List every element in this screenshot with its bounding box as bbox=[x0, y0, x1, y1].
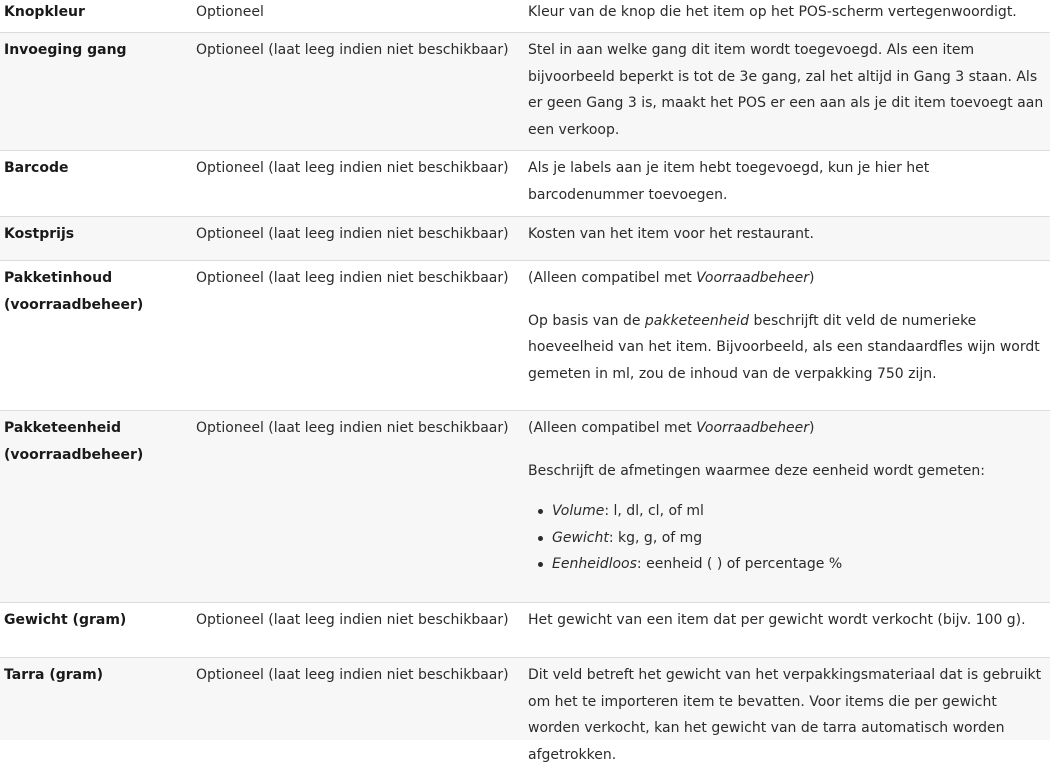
field-requirement: Optioneel (laat leeg indien niet beschikbaar) bbox=[196, 270, 509, 286]
field-name: Barcode bbox=[4, 160, 69, 176]
table-row bbox=[0, 658, 1050, 763]
field-name: Invoeging gang bbox=[4, 42, 127, 58]
table-row bbox=[0, 411, 1050, 603]
list-item: Gewicht: kg, g, of mg bbox=[552, 525, 1048, 552]
field-description: Kleur van de knop die het item op het POS-scherm vertegenwoordigt. bbox=[528, 4, 1017, 20]
description-text: Op basis van de pakketeenheid beschrijft dit veld de numerieke hoeveelheid van het item. Bijvoorbeeld, als een standaardfles wijn wordt gemeten in ml, zou de inhoud van de verpakking 750 zijn. bbox=[528, 312, 1040, 382]
field-name: Pakketeenheid (voorraadbeheer) bbox=[4, 420, 144, 463]
description-text: Beschrijft de afmetingen waarmee deze eenheid wordt gemeten: bbox=[528, 462, 985, 479]
bullet-icon bbox=[538, 509, 543, 514]
field-name: Pakketinhoud (voorraadbeheer) bbox=[4, 270, 144, 313]
unit-list bbox=[528, 498, 1048, 578]
field-description: Dit veld betreft het gewicht van het verpakkingsmateriaal dat is gebruikt om het te importeren item te bevatten. Voor items die per gewicht worden verkocht, kan het gewicht van de tarra automatisch worden afgetrokken. bbox=[528, 667, 1042, 763]
term: pakketeenheid bbox=[644, 312, 750, 329]
field-description: Stel in aan welke gang dit item wordt toegevoegd. Als een item bijvoorbeeld beperkt is tot de 3e gang, zal het altijd in Gang 3 staan. Als er geen Gang 3 is, maakt het POS er een aan als je dit item toevoegt aan een verkoop. bbox=[528, 42, 1044, 138]
bullet-icon bbox=[538, 562, 543, 567]
field-description: Als je labels aan je item hebt toegevoegd, kun je hier het barcodenummer toevoegen. bbox=[528, 160, 930, 203]
field-requirement: Optioneel (laat leeg indien niet beschikbaar) bbox=[196, 667, 509, 683]
field-requirement: Optioneel (laat leeg indien niet beschikbaar) bbox=[196, 420, 509, 436]
field-name: Gewicht (gram) bbox=[4, 612, 127, 628]
table-row bbox=[0, 151, 1050, 217]
bullet-icon bbox=[538, 536, 543, 541]
field-name: Kostprijs bbox=[4, 226, 75, 242]
field-requirement: Optioneel (laat leeg indien niet beschikbaar) bbox=[196, 226, 509, 242]
table-row bbox=[0, 217, 1050, 261]
table-row bbox=[0, 33, 1050, 151]
field-description: Kosten van het item voor het restaurant. bbox=[528, 226, 814, 242]
field-requirement: Optioneel (laat leeg indien niet beschikbaar) bbox=[196, 612, 509, 628]
list-item: Eenheidloos: eenheid ( ) of percentage % bbox=[552, 551, 1048, 578]
field-requirement: Optioneel (laat leeg indien niet beschikbaar) bbox=[196, 42, 509, 58]
field-description bbox=[528, 415, 1048, 578]
field-requirement: Optioneel (laat leeg indien niet beschikbaar) bbox=[196, 160, 509, 176]
field-description bbox=[528, 265, 1048, 387]
table-row bbox=[0, 261, 1050, 411]
field-name: Knopkleur bbox=[4, 4, 85, 20]
field-name: Tarra (gram) bbox=[4, 667, 104, 683]
field-requirement: Optioneel bbox=[196, 4, 264, 20]
field-description: Het gewicht van een item dat per gewicht wordt verkocht (bijv. 100 g). bbox=[528, 612, 1026, 628]
compat-note: (Alleen compatibel met Voorraadbeheer) bbox=[528, 270, 815, 286]
compat-note: (Alleen compatibel met Voorraadbeheer) bbox=[528, 420, 815, 436]
table-row bbox=[0, 0, 1050, 33]
list-item: Volume: l, dl, cl, of ml bbox=[552, 498, 1048, 525]
table-row bbox=[0, 603, 1050, 658]
compat-product: Voorraadbeheer bbox=[696, 270, 809, 286]
compat-product: Voorraadbeheer bbox=[696, 420, 809, 436]
